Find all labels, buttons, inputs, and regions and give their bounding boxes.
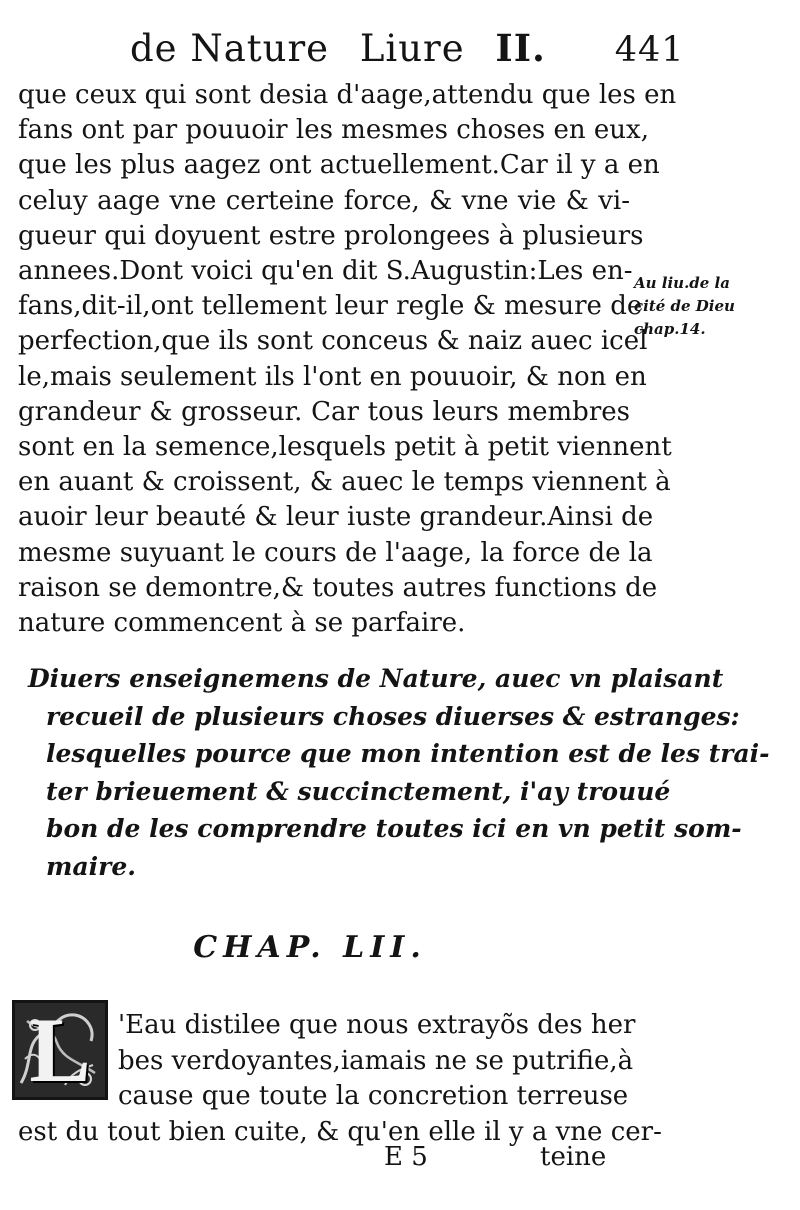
running-head-book: Liure xyxy=(359,27,465,70)
text-line: 'Eau distilee que nous extrayõs des her xyxy=(118,1010,636,1040)
text-line: est du tout bien cuite, & qu'en elle il y a vne cer- xyxy=(18,1116,662,1147)
chapter-summary xyxy=(28,660,770,885)
text-line: nature commencent à se parfaire. xyxy=(18,608,466,639)
catchword: teine xyxy=(540,1142,607,1172)
text-line: cause que toute la concretion terreuse xyxy=(118,1081,629,1111)
chapter-heading: CHAP. LII. xyxy=(193,930,427,965)
running-head-book-number: II. xyxy=(495,26,546,70)
text-line: mesme suyuant le cours de l'aage, la force de la xyxy=(18,537,653,568)
drop-cap-letter: L xyxy=(29,1000,91,1100)
margin-note-line: chap.14. xyxy=(634,320,706,338)
text-line: fans,dit-il,ont tellement leur regle & mesure de xyxy=(18,291,643,322)
text-line: que les plus aagez ont actuellement.Car il y a en xyxy=(18,150,660,181)
text-line: en auant & croissent, & auec le temps viennent à xyxy=(18,467,671,498)
text-line: fans ont par pouuoir les mesmes choses en eux, xyxy=(18,115,649,146)
chapter-text xyxy=(18,1008,662,1150)
folio-number: 441 xyxy=(614,30,685,70)
summary-line: lesquelles pource que mon intention est de les trai- xyxy=(46,739,770,768)
text-line: bes verdoyantes,iamais ne se putrifie,à xyxy=(118,1045,634,1076)
summary-line: recueil de plusieurs choses diuerses & estranges: xyxy=(46,701,740,731)
running-head-title: de Nature xyxy=(130,27,330,70)
running-head xyxy=(130,26,690,70)
margin-note-line: Au liu.de la xyxy=(634,274,730,292)
margin-note xyxy=(634,272,800,341)
summary-line: ter brieuement & succinctement, i'ay trouué xyxy=(46,776,671,806)
text-line: raison se demontre,& toutes autres functions de xyxy=(18,572,658,603)
text-line: celuy aage vne certeine force, & vne vie & vi- xyxy=(18,185,630,216)
text-line: le,mais seulement ils l'ont en pouuoir, & non en xyxy=(18,361,647,392)
signature-mark: E 5 xyxy=(384,1142,428,1172)
text-line: sont en la semence,lesquels petit à petit viennent xyxy=(18,432,672,463)
margin-note-line: cité de Dieu xyxy=(634,297,735,315)
text-line: perfection,que ils sont conceus & naiz auec icel xyxy=(18,326,648,357)
text-line: annees.Dont voici qu'en dit S.Augustin:Les en- xyxy=(18,256,633,287)
summary-line: maire. xyxy=(46,851,136,881)
text-line: auoir leur beauté & leur iuste grandeur.Ainsi de xyxy=(18,502,654,533)
text-line: gueur qui doyuent estre prolongees à plusieurs xyxy=(18,220,644,251)
text-line: grandeur & grosseur. Car tous leurs membres xyxy=(18,396,630,427)
summary-line: Diuers enseignemens de Nature, auec vn plaisant xyxy=(28,664,724,693)
text-line: que ceux qui sont desia d'aage,attendu que les en xyxy=(18,80,677,110)
summary-line: bon de les comprendre toutes ici en vn petit som- xyxy=(46,814,742,843)
